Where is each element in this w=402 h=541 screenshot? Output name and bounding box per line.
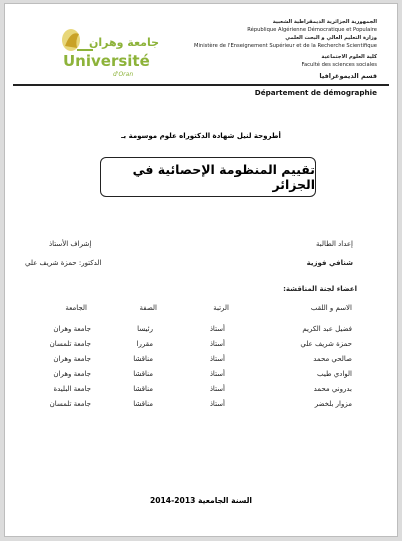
table-cell-rank: أستاذ <box>209 355 225 363</box>
header-ar-republic: الجمهورية الجزائرية الديمقراطية الشعبية <box>272 19 377 25</box>
header-ar-faculty: كلية العلوم الاجتماعية <box>321 54 377 60</box>
student-name: شنافي فوزية <box>306 259 353 267</box>
thesis-title-box <box>100 157 316 197</box>
col-header-name: الاسم و اللقب <box>310 304 352 312</box>
header-fr-dept: Département de démographie <box>254 88 377 97</box>
table-cell-role: مناقشا <box>133 385 153 393</box>
table-cell-name: فضيل عبد الكريم <box>302 325 352 333</box>
table-cell-rank: أستاذ <box>209 385 225 393</box>
academic-year: السنة الجامعية 2013-2014 <box>149 496 253 505</box>
table-cell-university: جامعة وهران <box>53 370 91 378</box>
header-fr-faculty: Faculté des sciences sociales <box>301 62 377 68</box>
table-cell-university: جامعة تلمسان <box>49 340 91 348</box>
col-header-rank: الرتبة <box>213 304 229 312</box>
header-ar-dept: قسم الديموغرافيا <box>319 72 377 80</box>
table-cell-role: رئيسا <box>137 325 153 333</box>
table-cell-university: جامعة البليدة <box>53 385 91 393</box>
thesis-intro: أطروحة لنيل شهادة الدكتوراه علوم موسومة بـ <box>121 132 281 140</box>
table-cell-name: الوادي طيب <box>316 370 352 378</box>
header-fr-republic: République Algérienne Démocratique et Populaire <box>247 27 377 33</box>
header-separator <box>13 84 389 86</box>
header-ar-ministry: وزارة التعليم العالي و البحث العلمي <box>285 35 377 41</box>
logo-french-name: Université <box>63 52 150 70</box>
table-cell-rank: أستاذ <box>209 370 225 378</box>
table-cell-university: جامعة تلمسان <box>49 400 91 408</box>
table-cell-rank: أستاذ <box>209 340 225 348</box>
table-cell-name: حمزة شريف علي <box>300 340 352 348</box>
table-cell-role: مقررا <box>136 340 153 348</box>
header-fr-ministry: Ministère de l'Enseignement Supérieur et de la Recherche Scientifique <box>194 43 377 49</box>
university-logo <box>51 24 160 86</box>
prepared-by-label: إعداد الطالبة <box>315 240 353 248</box>
table-cell-role: مناقشا <box>133 370 153 378</box>
table-cell-name: مزوار بلخضر <box>314 400 352 408</box>
thesis-title: تقييم المنظومة الإحصائية في الجزائر <box>132 162 315 192</box>
committee-title: اعضاء لجنة المناقشة: <box>283 285 357 293</box>
table-cell-rank: أستاذ <box>209 400 225 408</box>
col-header-role: الصفة <box>139 304 157 312</box>
logo-arabic-name: جامعة وهران <box>89 36 160 49</box>
table-cell-rank: أستاذ <box>209 325 225 333</box>
document-page <box>4 3 398 537</box>
table-cell-role: مناقشا <box>133 355 153 363</box>
table-cell-university: جامعة وهران <box>53 355 91 363</box>
table-cell-name: صالحي محمد <box>313 355 352 363</box>
table-cell-university: جامعة وهران <box>53 325 91 333</box>
table-cell-name: بدروني محمد <box>313 385 352 393</box>
supervisor-name: الدكتور: حمزة شريف علي <box>25 259 102 267</box>
logo-french-sub: d'Oran <box>113 71 134 78</box>
supervisor-label: إشراف الأستاذ <box>49 240 92 248</box>
table-cell-role: مناقشا <box>133 400 153 408</box>
col-header-university: الجامعة <box>65 304 87 312</box>
